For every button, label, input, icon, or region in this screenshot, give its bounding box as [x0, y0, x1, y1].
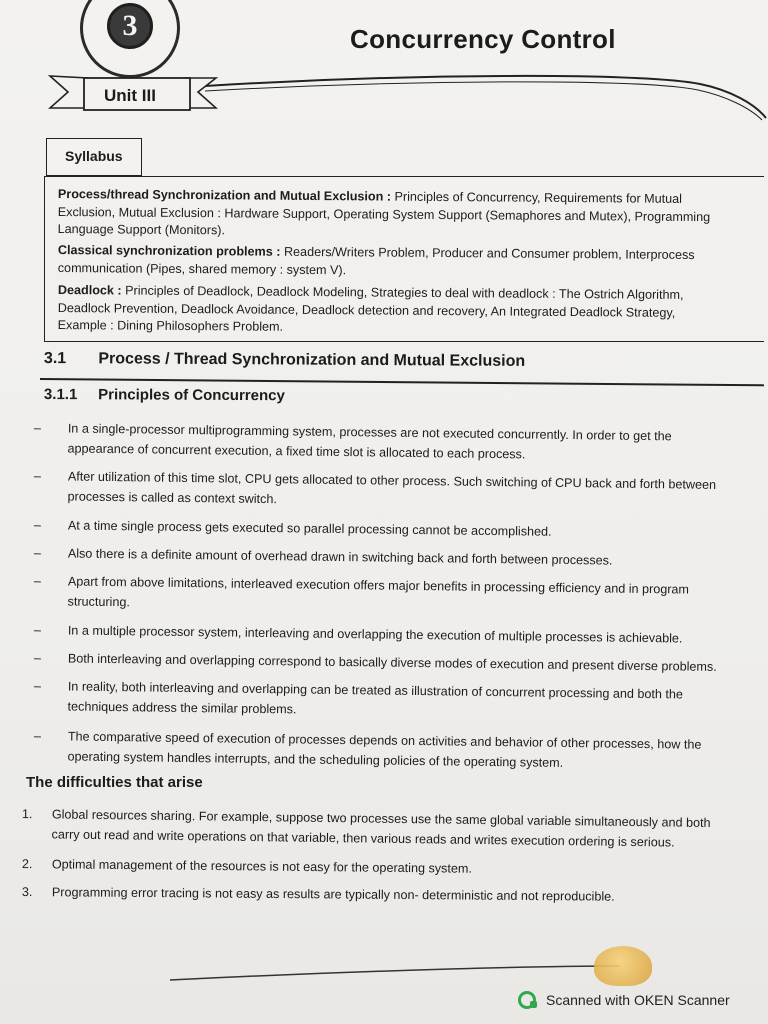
- syllabus-line: Principles of Deadlock, Deadlock Modeling, Strategies to deal with deadlock : The Ostrich Algorithm,: [125, 283, 684, 302]
- item-number: 1.: [21, 806, 33, 822]
- syllabus-heading: Process/thread Synchronization and Mutual Exclusion :: [57, 186, 392, 204]
- chapter-title: Concurrency Control: [350, 24, 616, 54]
- bullet-dash: –: [33, 517, 41, 533]
- section-number: 3.1: [43, 350, 67, 368]
- syllabus-heading: Classical synchronization problems :: [57, 242, 281, 259]
- chapter-number: 3: [122, 9, 138, 42]
- bullet-dash: –: [33, 420, 41, 436]
- bullet-line: processes is called as context switch.: [67, 489, 277, 507]
- bullet-line: In a single-processor multiprogramming system, processes are not executed concurrently. In order to get the: [67, 421, 672, 444]
- item-line: Programming error tracing is not easy as results are typically non- deterministic and not reproducible.: [51, 885, 615, 904]
- bullet-dash: –: [33, 468, 41, 484]
- bullet-dash: –: [33, 573, 41, 589]
- syllabus-heading: Deadlock :: [57, 282, 122, 298]
- scanner-thumb-shadow: [594, 946, 652, 986]
- bullet-line: appearance of concurrent execution, a fixed time slot is allocated to each process.: [67, 441, 526, 462]
- bullet-line: The comparative speed of execution of processes depends on activities and behavior of other processes, how the: [67, 729, 702, 752]
- subsection-title: Principles of Concurrency: [98, 386, 285, 405]
- item-line: carry out read and write operations on that variable, then various reads and writes execution ordering is serious.: [51, 827, 675, 850]
- section-title: Process / Thread Synchronization and Mutual Exclusion: [98, 350, 526, 370]
- item-line: Optimal management of the resources is not easy for the operating system.: [51, 857, 472, 876]
- bullet-dash: –: [33, 678, 41, 694]
- bullet-line: structuring.: [67, 594, 130, 610]
- item-line: Global resources sharing. For example, suppose two processes use the same global variable simultaneously and both: [51, 807, 711, 831]
- bullet-dash: –: [33, 545, 41, 561]
- bullet-dash: –: [33, 650, 41, 666]
- bullet-line: Both interleaving and overlapping correspond to basically diverse modes of execution and present diverse problems.: [67, 651, 717, 674]
- syllabus-line: Language Support (Monitors).: [57, 221, 226, 238]
- syllabus-line: communication (Pipes, shared memory : system V).: [57, 260, 347, 277]
- syllabus-line: Example : Dining Philosophers Problem.: [57, 317, 284, 334]
- bullet-line: operating system handles interrupts, and the scheduling policies of the operating system.: [67, 749, 564, 770]
- bullet-dash: –: [33, 728, 41, 744]
- item-number: 3.: [21, 884, 33, 900]
- difficulties-heading: The difficulties that arise: [26, 774, 203, 791]
- oken-scanner-icon: [518, 991, 536, 1009]
- syllabus-line: Principles of Concurrency, Requirements for Mutual: [394, 189, 683, 206]
- bullet-line: In reality, both interleaving and overlapping can be treated as illustration of concurrent processing and both the: [67, 679, 684, 702]
- syllabus-line: Exclusion, Mutual Exclusion : Hardware Support, Operating System Support (Semaphores and Mutex), Programming: [57, 204, 711, 224]
- bullet-line: Apart from above limitations, interleaved execution offers major benefits in processing efficiency and in program: [67, 574, 690, 597]
- scanner-text: Scanned with OKEN Scanner: [546, 992, 730, 1008]
- bullet-line: techniques address the similar problems.: [67, 699, 297, 717]
- scanner-watermark: [518, 991, 730, 1009]
- item-number: 2.: [21, 856, 33, 872]
- unit-label: Unit III: [104, 86, 156, 105]
- syllabus-line: Deadlock Prevention, Deadlock Avoidance, Deadlock detection and recovery, An Integrated Deadlock Strategy,: [57, 300, 676, 320]
- bullet-line: After utilization of this time slot, CPU gets allocated to other process. Such switching of CPU back and forth between: [67, 469, 717, 492]
- subsection-number: 3.1.1: [43, 386, 78, 404]
- bullet-line: Also there is a definite amount of overhead drawn in switching back and forth between processes.: [67, 546, 613, 568]
- bullet-line: At a time single process gets executed so parallel processing cannot be accomplished.: [67, 518, 552, 539]
- syllabus-line: Readers/Writers Problem, Producer and Consumer problem, Interprocess: [283, 244, 695, 263]
- bullet-dash: –: [33, 622, 41, 638]
- bullet-line: In a multiple processor system, interleaving and overlapping the execution of multiple processes is achievable.: [67, 623, 683, 646]
- syllabus-tab: Syllabus: [46, 138, 142, 176]
